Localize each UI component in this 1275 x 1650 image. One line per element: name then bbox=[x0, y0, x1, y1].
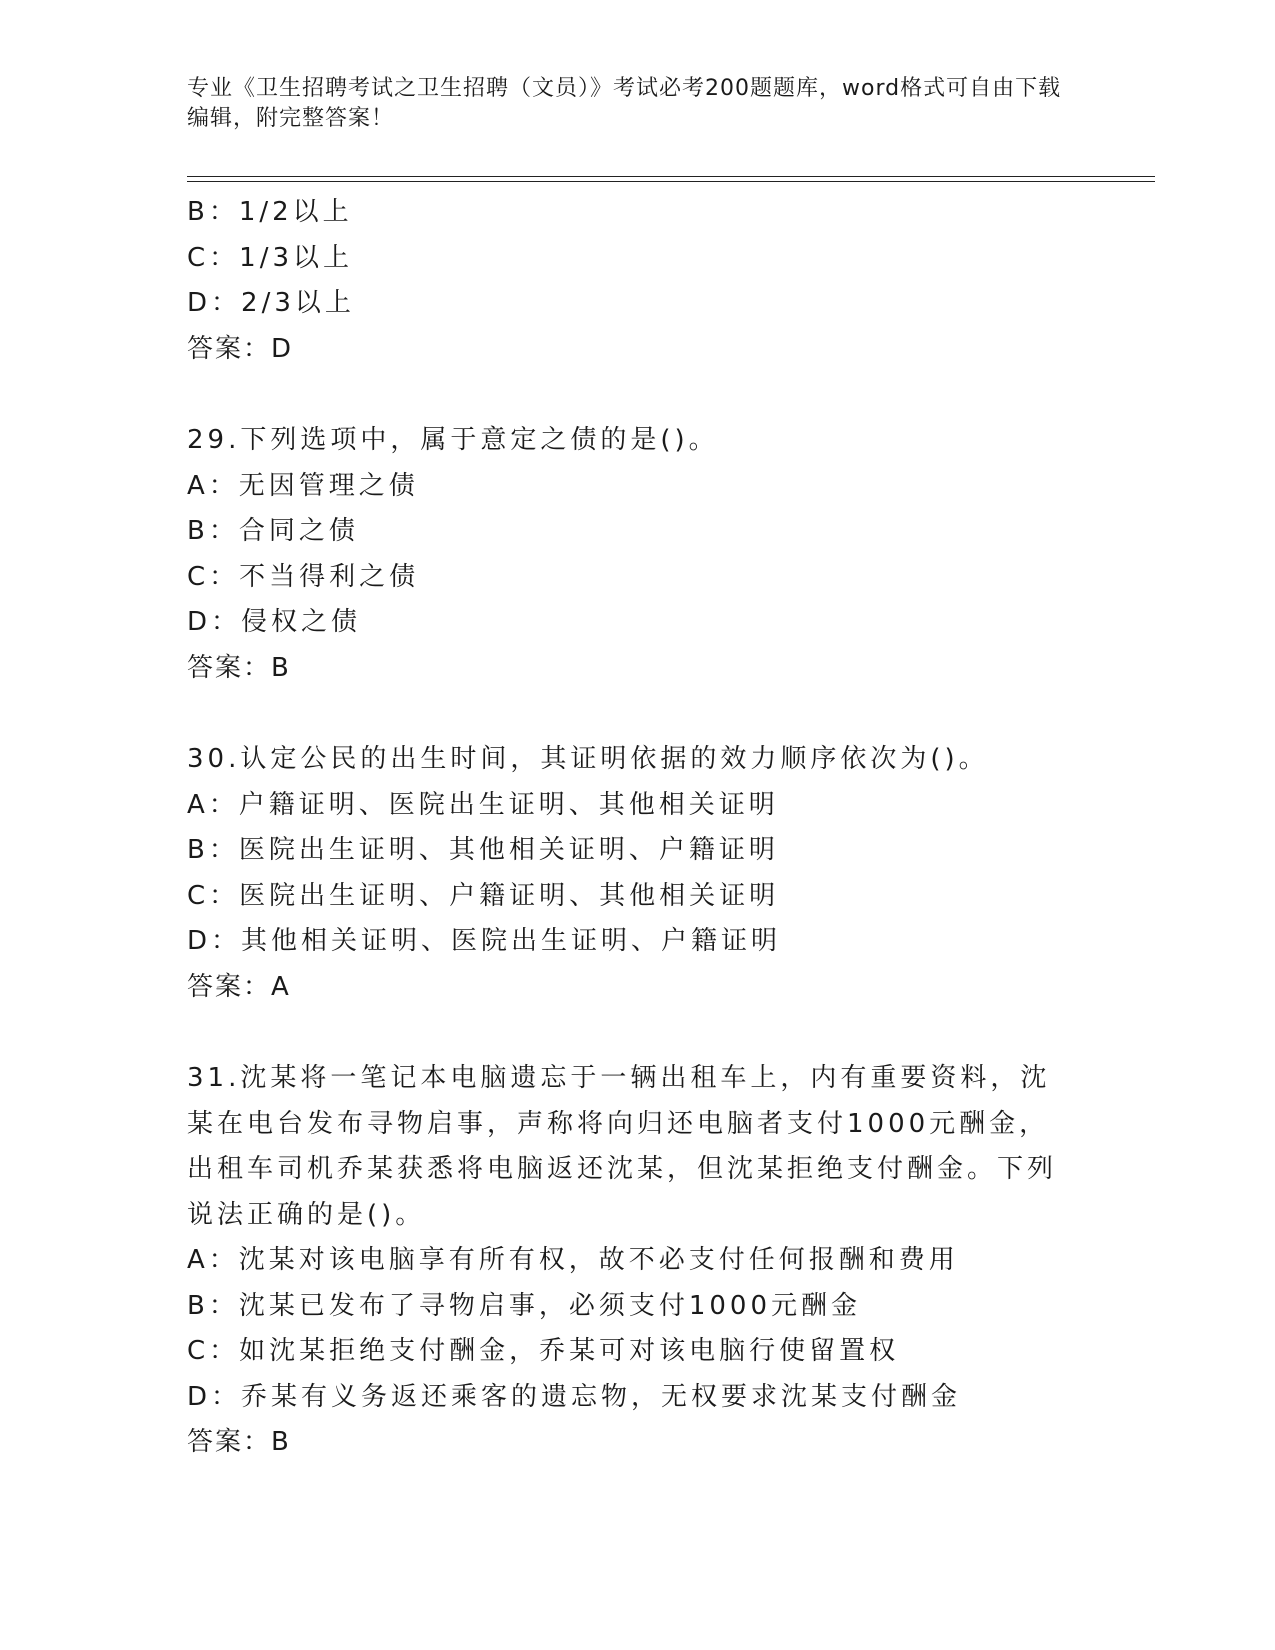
option-b: B：沈某已发布了寻物启事，必须支付1000元酬金 bbox=[187, 1290, 862, 1321]
spacer bbox=[187, 372, 1087, 418]
answer-line: 答案：D bbox=[187, 333, 294, 364]
option-c: C：如沈某拒绝支付酬金，乔某可对该电脑行使留置权 bbox=[187, 1336, 900, 1366]
spacer bbox=[187, 1010, 1087, 1056]
answer-line: 答案：A bbox=[187, 971, 291, 1002]
answer-line: 答案：B bbox=[187, 652, 291, 683]
question-text: 30.认定公民的出生时间，其证明依据的效力顺序依次为()。 bbox=[187, 744, 989, 774]
option-b: B：医院出生证明、其他相关证明、户籍证明 bbox=[187, 835, 779, 865]
option-a: A：沈某对该电脑享有所有权，故不必支付任何报酬和费用 bbox=[187, 1245, 959, 1275]
document-body bbox=[187, 190, 1087, 1466]
header-divider bbox=[187, 176, 1155, 182]
option-d: D：2/3以上 bbox=[187, 288, 355, 318]
option-c: C：1/3以上 bbox=[187, 242, 353, 273]
question-text: 31.沈某将一笔记本电脑遗忘于一辆出租车上，内有重要资料，沈某在电台发布寻物启事，声称将向归还电脑者支付1000元酬金，出租车司机乔某获悉将电脑返还沈某，但沈某拒绝支付酬金。下列说法正确的是()。 bbox=[187, 1063, 1058, 1230]
answer-line: 答案：B bbox=[187, 1427, 291, 1457]
spacer bbox=[187, 691, 1087, 737]
question-block-31 bbox=[187, 1056, 1087, 1466]
option-b: B：1/2以上 bbox=[187, 197, 353, 227]
question-block-previous bbox=[187, 190, 1087, 372]
option-c: C：医院出生证明、户籍证明、其他相关证明 bbox=[187, 880, 780, 911]
page-header-title: 专业《卫生招聘考试之卫生招聘（文员）》考试必考200题题库，word格式可自由下载编辑，附完整答案！ bbox=[187, 76, 1062, 131]
option-a: A：户籍证明、医院出生证明、其他相关证明 bbox=[187, 789, 779, 820]
question-block-29 bbox=[187, 418, 1087, 691]
option-d: D：侵权之债 bbox=[187, 607, 362, 637]
question-text: 29.下列选项中，属于意定之债的是()。 bbox=[187, 425, 719, 455]
option-a: A：无因管理之债 bbox=[187, 470, 419, 501]
question-block-30 bbox=[187, 737, 1087, 1010]
option-b: B：合同之债 bbox=[187, 516, 359, 546]
option-d: D：其他相关证明、医院出生证明、户籍证明 bbox=[187, 926, 782, 956]
option-c: C：不当得利之债 bbox=[187, 561, 420, 592]
option-d: D：乔某有义务返还乘客的遗忘物，无权要求沈某支付酬金 bbox=[187, 1381, 962, 1412]
